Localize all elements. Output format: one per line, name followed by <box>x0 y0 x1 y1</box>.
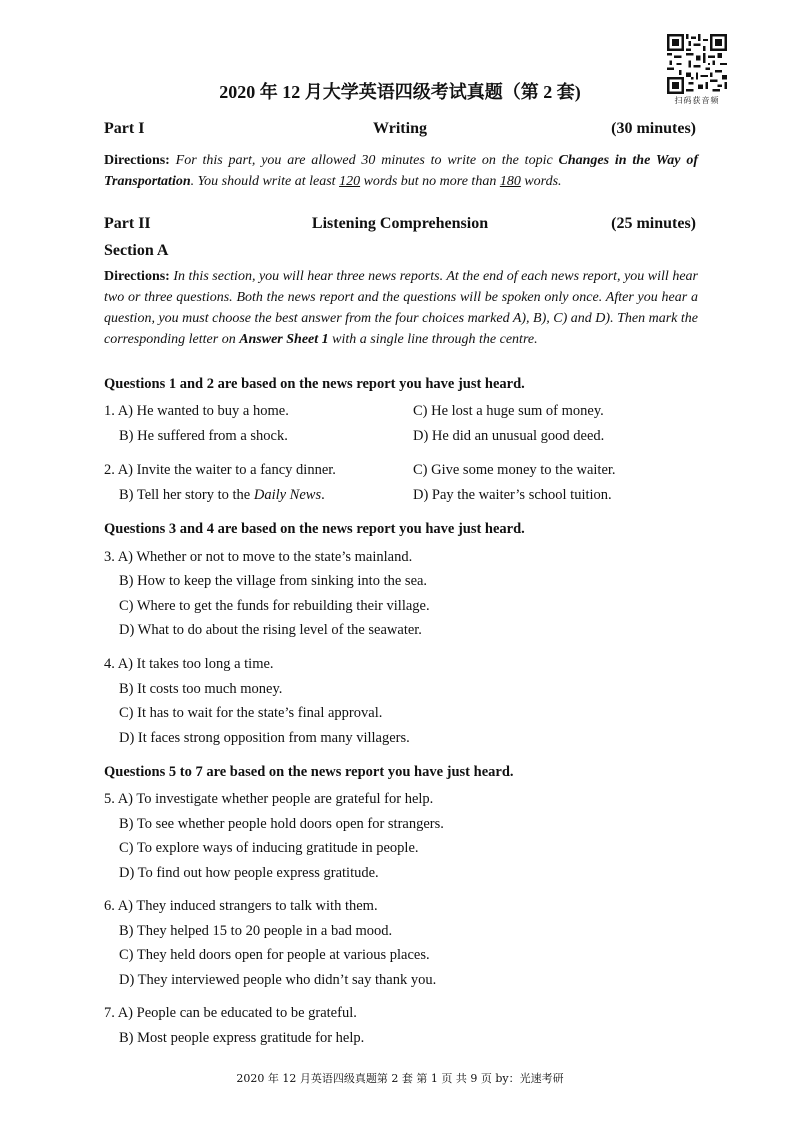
q5-option-b[interactable]: B) To see whether people hold doors open for strangers. <box>119 816 444 832</box>
q5-option-d[interactable]: D) To find out how people express gratitude. <box>119 865 379 881</box>
q3-option-d[interactable]: D) What to do about the rising level of the seawater. <box>119 622 422 638</box>
part-2-name: Listening Comprehension <box>311 215 489 232</box>
section-a-directions <box>104 266 698 350</box>
q1-option-d[interactable]: D) He did an unusual good deed. <box>413 428 605 444</box>
directions-text: For this part, you are allowed 30 minutes to write on the topic <box>169 153 559 168</box>
part-1-time: (30 minutes) <box>611 120 696 137</box>
option-text: B) Tell her story to the <box>119 487 254 503</box>
q2-option-c[interactable]: C) Give some money to the waiter. <box>413 462 616 478</box>
max-words: 180 <box>499 174 521 189</box>
page-footer: 2020 年 12 月英语四级真题第 2 套 第 1 页 共 9 页 by：光速考研 <box>236 1072 564 1085</box>
qr-caption: 扫码获音频 <box>674 96 720 105</box>
q3-option-b[interactable]: B) How to keep the village from sinking into the sea. <box>119 573 428 589</box>
directions-text: . You should write at least <box>190 174 340 189</box>
q4-option-d[interactable]: D) It faces strong opposition from many villagers. <box>119 730 410 746</box>
directions-text: In this section, you will hear three news reports. At the end of each news report, you will hear two or three questions. Both the news report and the questions will be spoken only once. After you hear a question, you must choose the best answer from the four choices marked A), B), C) and D). Then mark the corresponding letter on <box>104 269 698 347</box>
part-1-label: Part I <box>104 120 145 137</box>
answer-sheet: Answer Sheet 1 <box>239 332 329 347</box>
q4-option-a[interactable]: 4. A) It takes too long a time. <box>104 656 274 672</box>
writing-topic: Changes in the Way of Transportation <box>104 153 698 189</box>
question-group-heading: Questions 5 to 7 are based on the news report you have just heard. <box>104 764 514 780</box>
part-2-header <box>104 215 696 237</box>
directions-label: Directions: <box>104 153 170 168</box>
q2-option-b[interactable] <box>119 487 325 504</box>
q7-option-b[interactable]: B) Most people express gratitude for help. <box>119 1030 365 1046</box>
part-2-time: (25 minutes) <box>611 215 696 232</box>
q6-option-a[interactable]: 6. A) They induced strangers to talk with them. <box>104 898 378 914</box>
q5-option-a[interactable]: 5. A) To investigate whether people are grateful for help. <box>104 791 434 807</box>
section-a-heading: Section A <box>104 242 169 259</box>
q4-option-b[interactable]: B) It costs too much money. <box>119 681 283 697</box>
q2-option-d[interactable]: D) Pay the waiter’s school tuition. <box>413 487 612 503</box>
q1-option-c[interactable]: C) He lost a huge sum of money. <box>413 403 604 419</box>
question-group-heading: Questions 1 and 2 are based on the news report you have just heard. <box>104 376 525 392</box>
q4-option-c[interactable]: C) It has to wait for the state’s final approval. <box>119 705 383 721</box>
min-words: 120 <box>339 174 361 189</box>
directions-text: words but no more than <box>360 174 500 189</box>
q7-option-a[interactable]: 7. A) People can be educated to be grateful. <box>104 1005 357 1021</box>
q6-option-c[interactable]: C) They held doors open for people at various places. <box>119 947 430 963</box>
exam-title: 2020 年 12 月大学英语四级考试真题（第 2 套) <box>219 82 581 102</box>
q6-option-d[interactable]: D) They interviewed people who didn’t say thank you. <box>119 972 437 988</box>
directions-label: Directions: <box>104 269 170 284</box>
q1-option-b[interactable]: B) He suffered from a shock. <box>119 428 288 444</box>
newspaper-name: Daily News <box>253 487 322 503</box>
q2-option-a[interactable]: 2. A) Invite the waiter to a fancy dinner. <box>104 462 336 478</box>
q1-option-a[interactable]: 1. A) He wanted to buy a home. <box>104 403 289 419</box>
part-1-directions <box>104 150 698 192</box>
part-1-header <box>104 120 696 142</box>
part-2-label: Part II <box>104 215 151 232</box>
directions-text: with a single line through the centre. <box>328 332 538 347</box>
question-group-heading: Questions 3 and 4 are based on the news report you have just heard. <box>104 521 525 537</box>
q6-option-b[interactable]: B) They helped 15 to 20 people in a bad mood. <box>119 923 393 939</box>
q5-option-c[interactable]: C) To explore ways of inducing gratitude in people. <box>119 840 419 856</box>
part-1-name: Writing <box>373 120 427 137</box>
q3-option-c[interactable]: C) Where to get the funds for rebuilding their village. <box>119 598 430 614</box>
option-text: . <box>321 487 325 503</box>
directions-text: words. <box>520 174 562 189</box>
q3-option-a[interactable]: 3. A) Whether or not to move to the state’s mainland. <box>104 549 413 565</box>
